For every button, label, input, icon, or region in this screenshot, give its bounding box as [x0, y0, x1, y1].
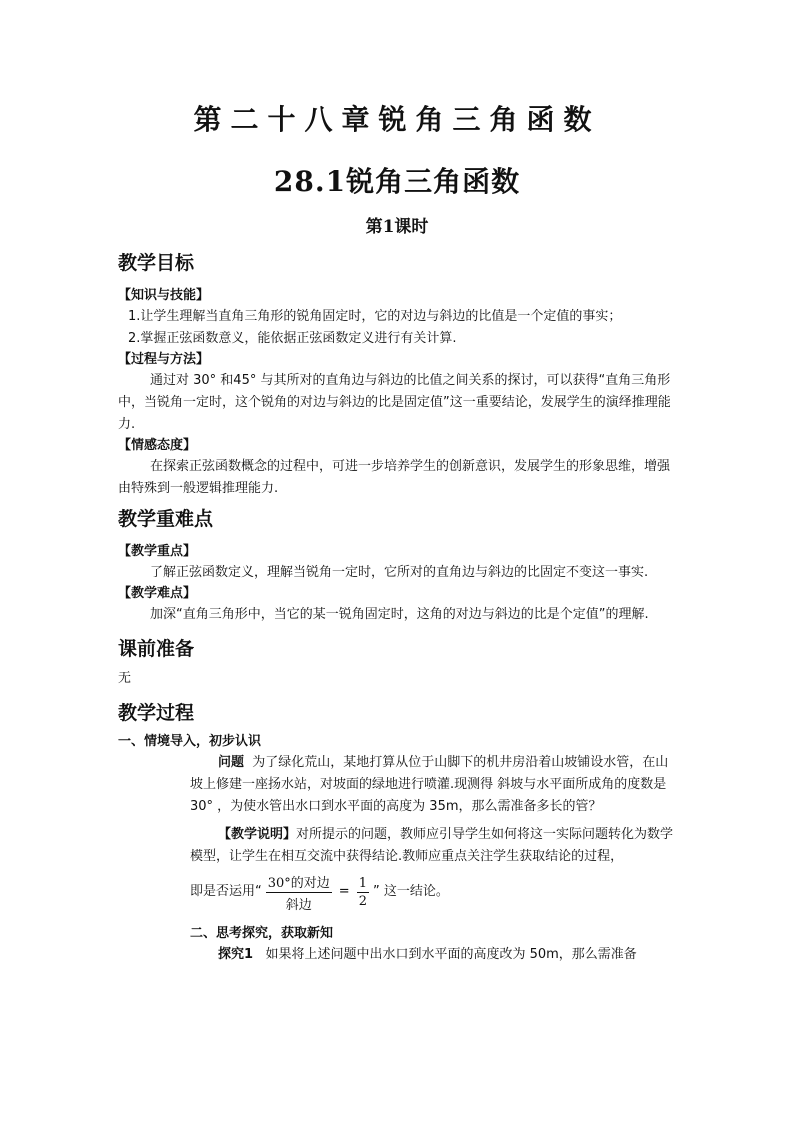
knowledge-subheading: 【知识与技能】: [118, 288, 210, 303]
key-points-heading: 教学重难点: [118, 508, 214, 530]
objectives-heading: 教学目标: [118, 252, 195, 274]
focus-paragraph: 了解正弦函数定义，理解当锐角一定时，它所对的直角边与斜边的比固定不变这一事实.: [150, 565, 649, 580]
formula-denominator: 斜边: [285, 897, 312, 913]
formula-equals: =: [338, 884, 350, 899]
section-title: 28.1锐角三角函数: [273, 165, 521, 198]
explore-label: 探究1: [218, 947, 254, 962]
focus-subheading: 【教学重点】: [118, 544, 197, 559]
knowledge-item-2: 2.掌握正弦函数意义，能依据正弦函数定义进行有关计算.: [128, 331, 457, 346]
step2-heading: 二、思考探究，获取新知: [190, 926, 334, 941]
formula-result-fraction: [357, 876, 369, 909]
formula-numerator: 30°的对边: [266, 872, 332, 893]
note-text: 对所提示的问题，教师应引导学生如何将这一实际问题转化为数学模型，让学生在相互交流中获得结论.教师应重点关注学生获取结论的过程，: [190, 827, 674, 864]
problem-paragraph: [190, 752, 678, 818]
note-label: 【教学说明】: [218, 827, 297, 842]
preparation-heading: 课前准备: [118, 638, 195, 660]
chapter-title: 第二十八章锐角三角函数: [193, 103, 601, 136]
preparation-text: 无: [118, 671, 132, 686]
document-body: [118, 250, 678, 966]
formula-prefix: 即是否运用“: [190, 884, 262, 899]
explore-text: 如果将上述问题中出水口到水平面的高度改为 50m，那么需准备: [265, 947, 637, 962]
formula-line: [190, 868, 678, 916]
emotion-subheading: 【情感态度】: [118, 438, 197, 453]
process-paragraph: 通过对 30° 和45° 与其所对的直角边与斜边的比值之间关系的探讨，可以获得“直角三角形中，当锐角一定时，这个锐角的对边与斜边的比是固定值”这一重要结论，发展学生的演绎推理能力.: [118, 373, 671, 432]
step1-block: [118, 752, 678, 916]
emotion-paragraph: 在探索正弦函数概念的过程中，可进一步培养学生的创新意识，发展学生的形象思维，增强由特殊到一般逻辑推理能力.: [118, 459, 671, 496]
problem-label: 问题: [218, 755, 245, 770]
process-heading: 教学过程: [118, 702, 195, 724]
step2-block: [118, 944, 678, 966]
problem-text: 为了绿化荒山，某地打算从位于山脚下的机井房沿着山坡铺设水管，在山坡上修建一座扬水站，对坡面的绿地进行喷灌.现测得 斜坡与水平面所成角的度数是 30° ，为使水管出水口到水平面的高度为 35m，那么需准备多长的管？: [190, 755, 669, 814]
explore-paragraph: [190, 944, 678, 966]
formula-result-denominator: 2: [358, 893, 367, 909]
formula-suffix: ” 这一结论。: [372, 884, 449, 899]
lesson-title: 第1课时: [365, 217, 429, 237]
difficulty-paragraph: 加深“直角三角形中，当它的某一锐角固定时，这角的对边与斜边的比是个定值”的理解.: [150, 607, 649, 622]
difficulty-subheading: 【教学难点】: [118, 586, 197, 601]
step1-heading: 一、情境导入，初步认识: [118, 734, 262, 749]
formula-fraction: [266, 872, 332, 913]
knowledge-item-1: 1.让学生理解当直角三角形的锐角固定时，它的对边与斜边的比值是一个定值的事实；: [128, 309, 622, 324]
formula-result-numerator: 1: [358, 875, 367, 891]
process-subheading: 【过程与方法】: [118, 352, 210, 367]
note-paragraph: [190, 824, 678, 868]
